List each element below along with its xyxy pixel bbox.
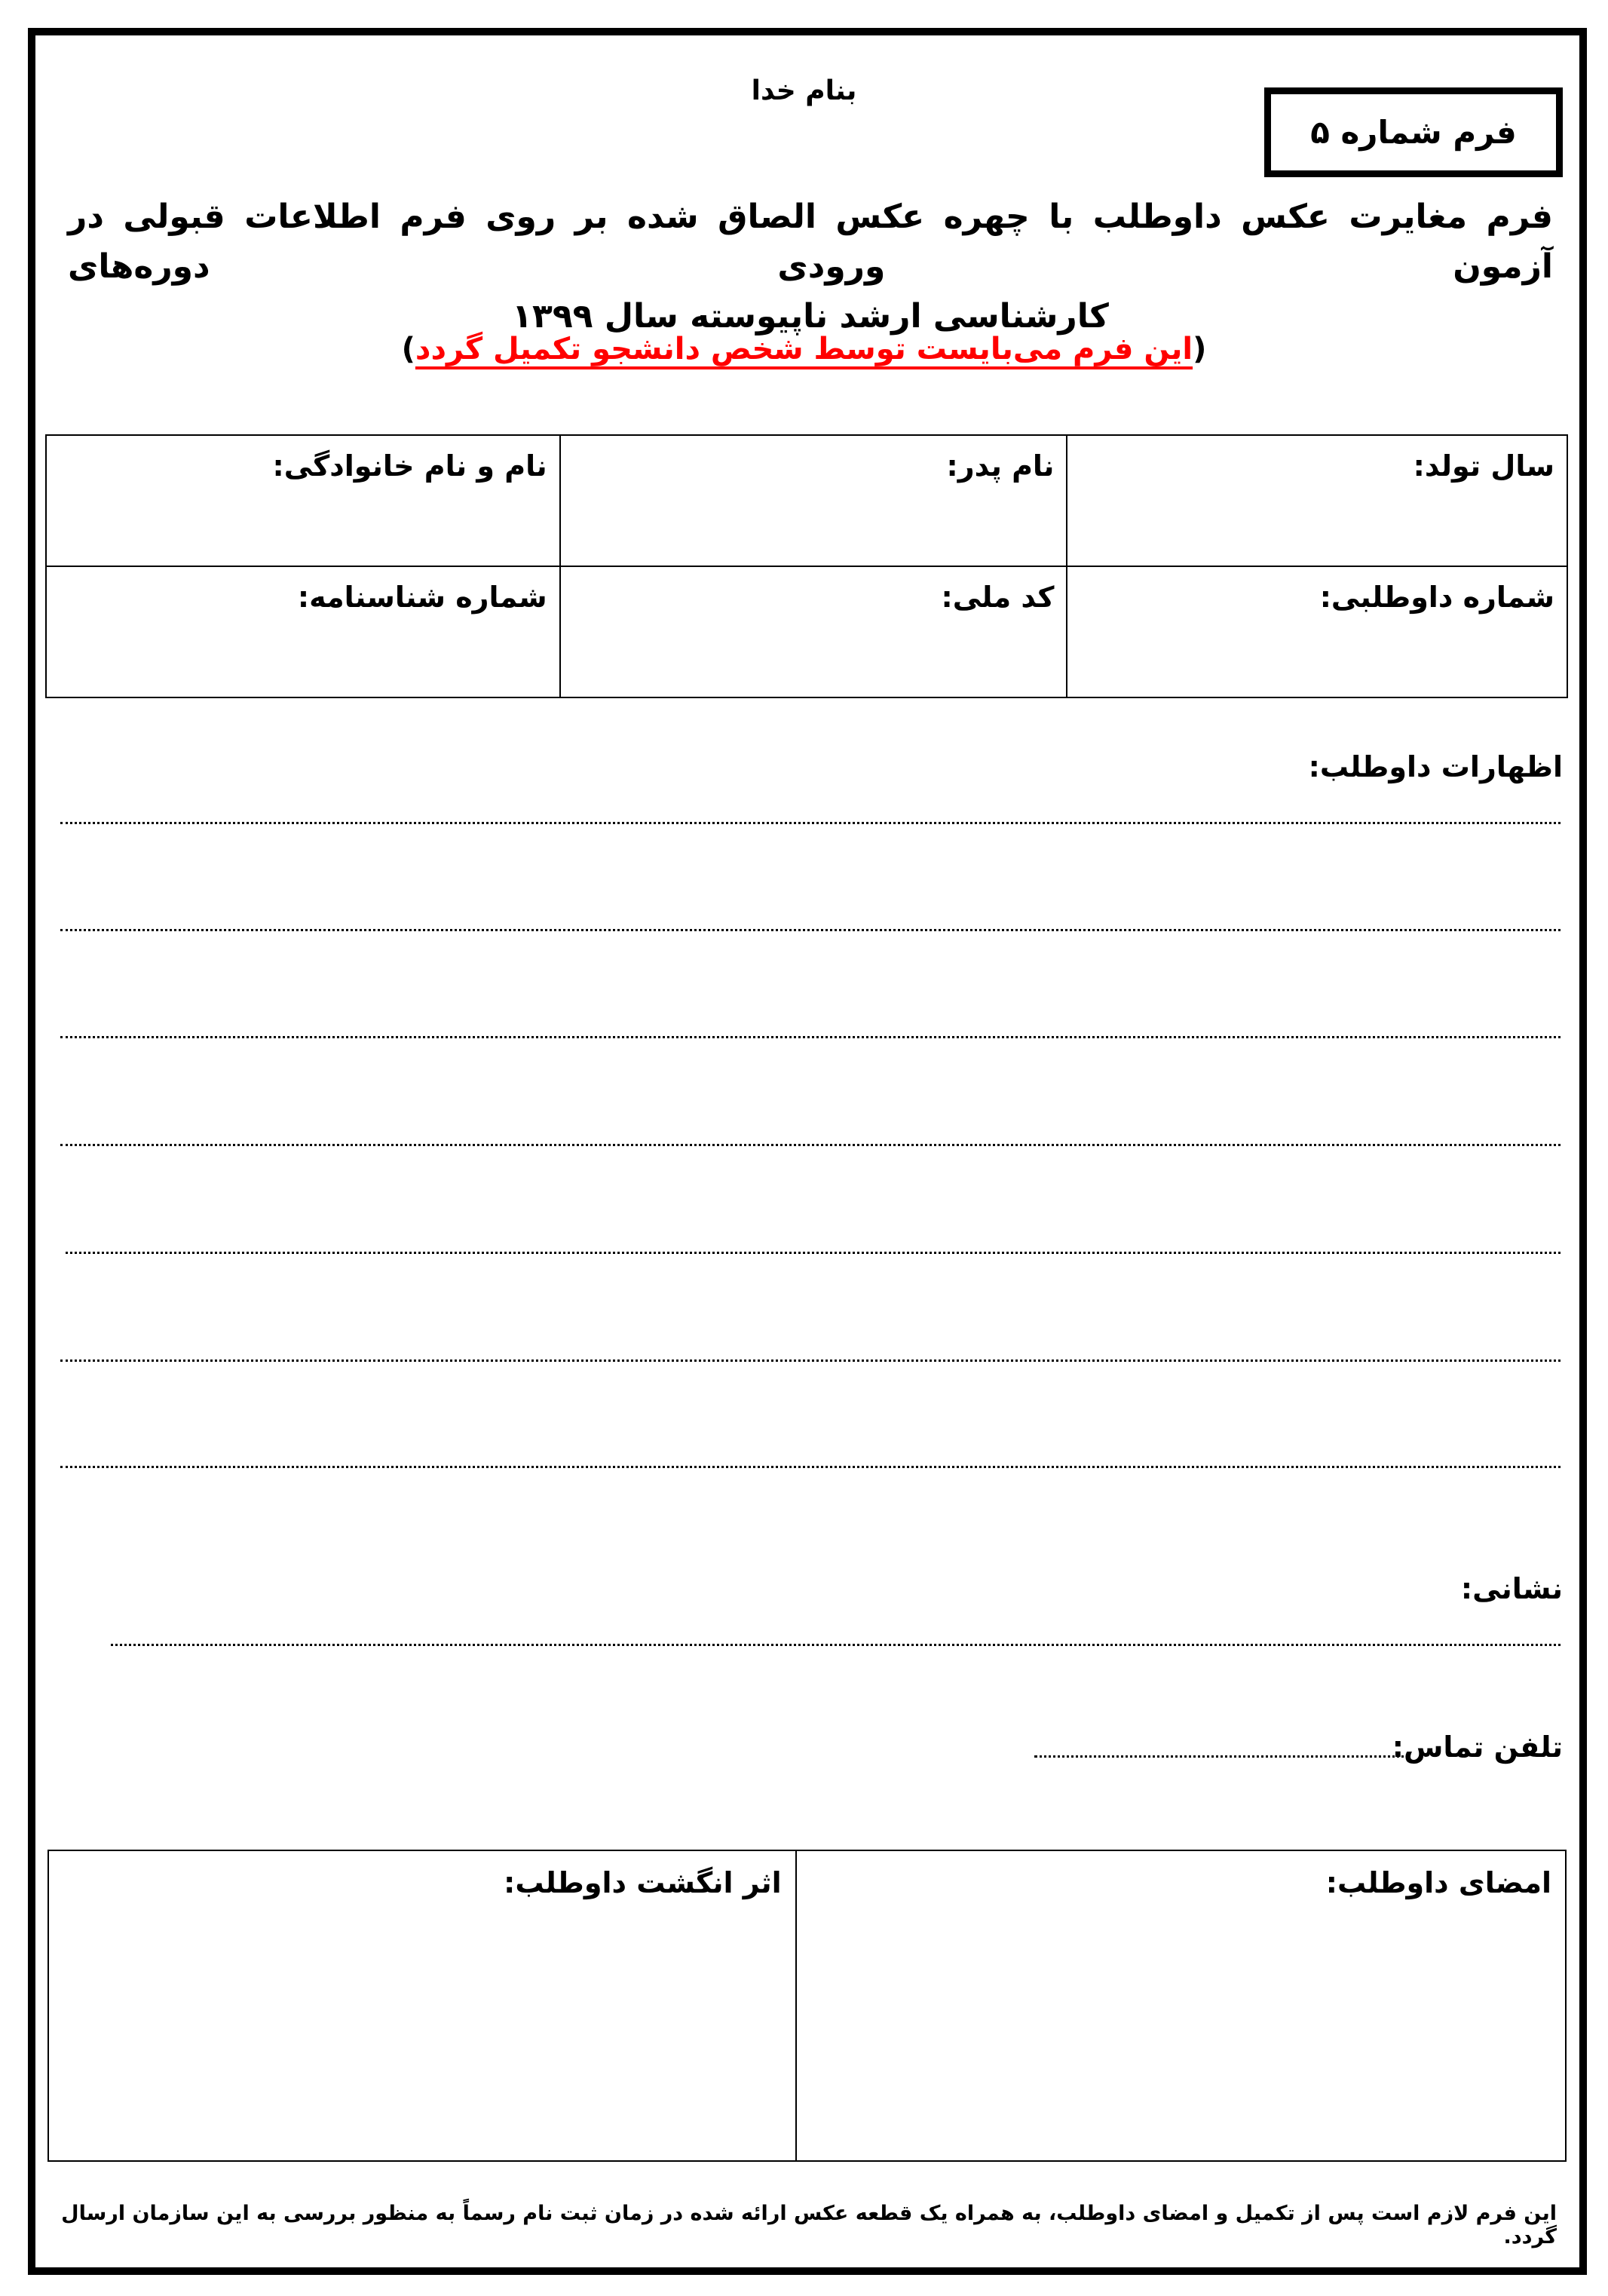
statement-line[interactable] — [60, 1144, 1561, 1146]
bismillah-heading: بنام خدا — [751, 75, 857, 106]
form-title-line-1: فرم مغایرت عکس داوطلب با چهره عکس الصاق شده بر روی فرم اطلاعات قبولی در آزمون ورودی دوره‌های — [68, 198, 1553, 286]
phone-line[interactable] — [1034, 1755, 1410, 1758]
table-row — [46, 435, 1567, 566]
fingerprint-box[interactable] — [48, 1850, 796, 2161]
birth-year-field[interactable] — [1067, 435, 1567, 566]
birth-year-label: سال تولد: — [1413, 449, 1554, 483]
note-close-paren: ) — [401, 332, 415, 366]
statement-line[interactable] — [66, 1252, 1561, 1254]
national-code-field[interactable] — [560, 566, 1067, 697]
form-title — [68, 192, 1553, 342]
form-title-line-2: کارشناسی ارشد ناپیوسته سال ۱۳۹۹ — [512, 297, 1109, 336]
address-label: نشانی: — [1460, 1572, 1563, 1605]
form-number-label: فرم شماره ۵ — [1310, 114, 1517, 151]
id-number-label: شماره شناسنامه: — [297, 581, 547, 614]
instruction-note — [0, 332, 1608, 366]
statement-line[interactable] — [60, 929, 1561, 931]
table-row — [48, 1850, 1566, 2161]
note-open-paren: ( — [1193, 332, 1207, 366]
statement-line[interactable] — [60, 1036, 1561, 1038]
father-name-field[interactable] — [560, 435, 1067, 566]
personal-info-table — [45, 434, 1568, 698]
form-number-box — [1264, 87, 1563, 177]
id-number-field[interactable] — [46, 566, 560, 697]
footer-note: این فرم لازم است پس از تکمیل و امضای داوطلب، به همراه یک قطعه عکس ارائه شده در زمان ثبت نام رسماً به منظور بررسی به این سازمان ارسال گردد. — [61, 2202, 1557, 2248]
candidate-number-label: شماره داوطلبی: — [1319, 581, 1554, 614]
statement-line[interactable] — [60, 822, 1561, 824]
statement-line[interactable] — [60, 1360, 1561, 1362]
table-row — [46, 566, 1567, 697]
statements-label: اظهارات داوطلب: — [1308, 750, 1563, 783]
father-name-label: نام پدر: — [946, 449, 1055, 483]
national-code-label: کد ملی: — [941, 581, 1055, 614]
phone-label: تلفن تماس: — [1392, 1730, 1563, 1764]
signature-box[interactable] — [796, 1850, 1566, 2161]
note-text: این فرم می‌بایست توسط شخص دانشجو تکمیل گردد — [415, 332, 1193, 366]
full-name-field[interactable] — [46, 435, 560, 566]
statement-line[interactable] — [60, 1466, 1561, 1468]
candidate-number-field[interactable] — [1067, 566, 1567, 697]
signature-label: امضای داوطلب: — [1325, 1866, 1551, 1899]
signature-table — [47, 1850, 1567, 2162]
full-name-label: نام و نام خانوادگی: — [272, 449, 547, 483]
fingerprint-label: اثر انگشت داوطلب: — [504, 1866, 782, 1899]
address-line[interactable] — [111, 1644, 1561, 1646]
